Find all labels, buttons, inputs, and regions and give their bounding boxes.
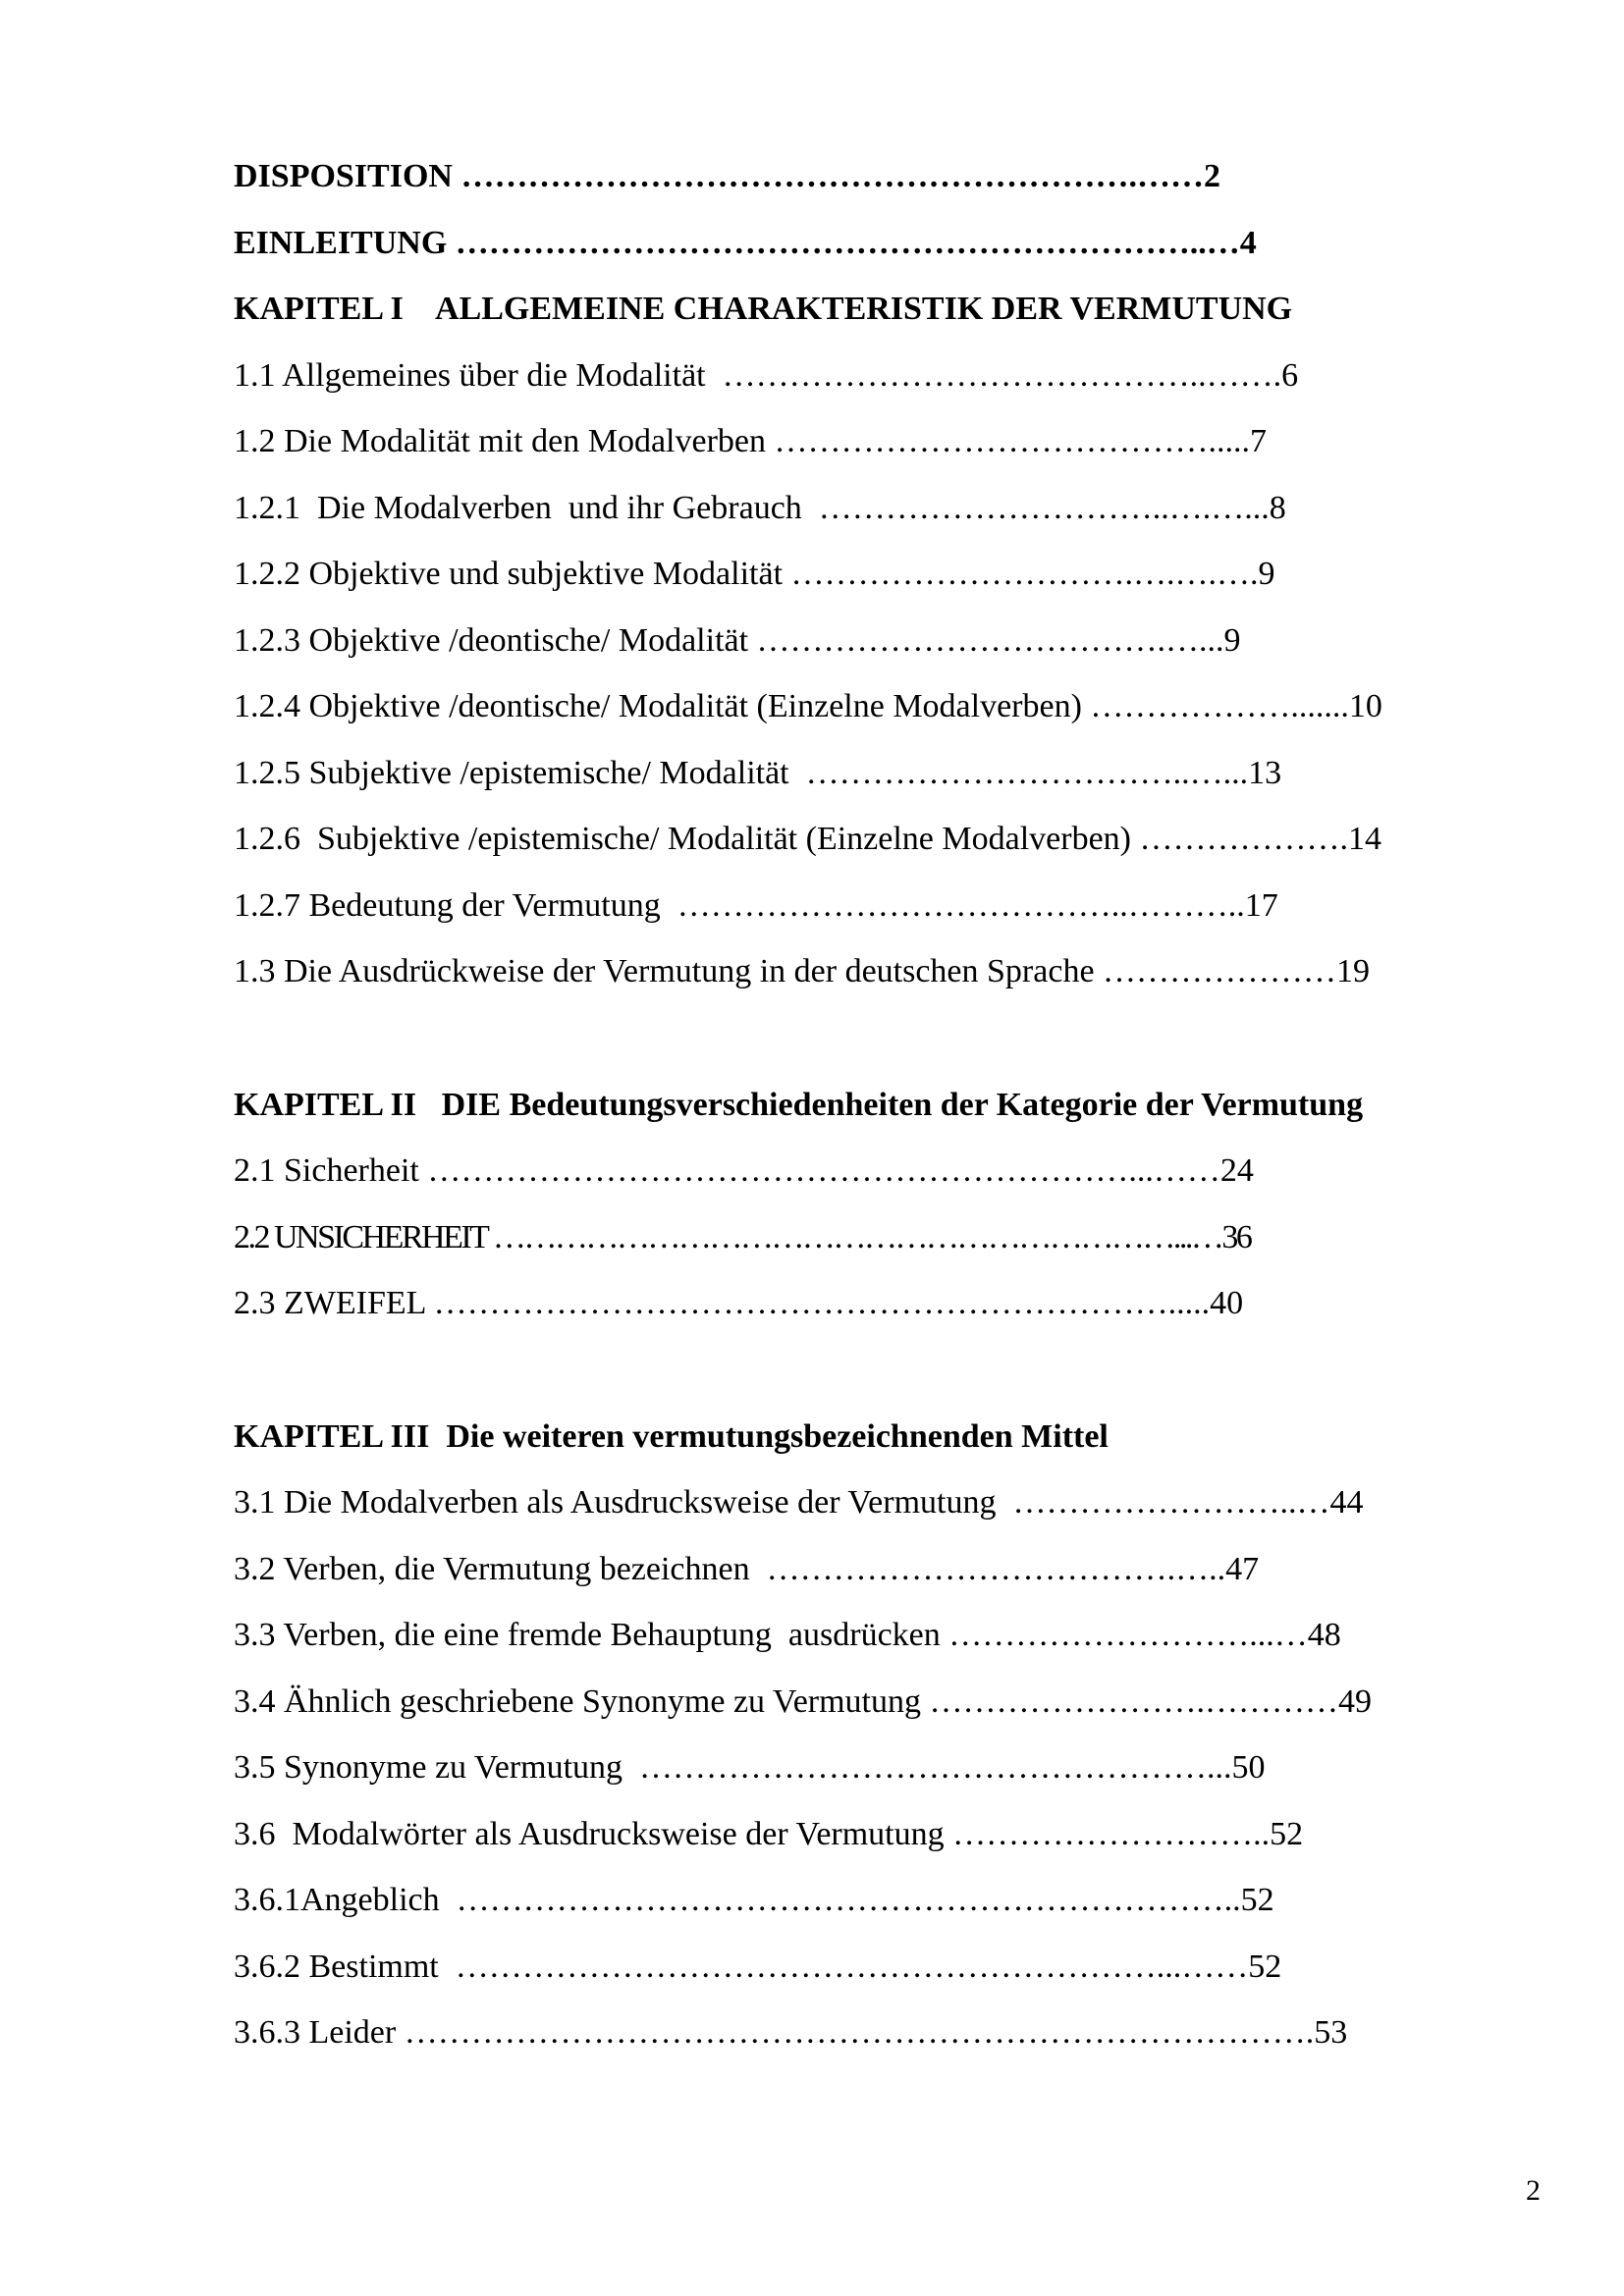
toc-entry-1-2-2: 1.2.2 Objektive und subjektive Modalität ………………………….….….….9 bbox=[234, 556, 1275, 592]
toc-entry-1-2-7: 1.2.7 Bedeutung der Vermutung …………………………………..………..17 bbox=[234, 887, 1278, 924]
toc-entry-3-1: 3.1 Die Modalverben als Ausdrucksweise der Vermutung ……………………..…44 bbox=[234, 1484, 1364, 1521]
toc-entry-1-1: 1.1 Allgemeines über die Modalität ……………………………………..…….6 bbox=[234, 357, 1299, 394]
chapter-2-heading: KAPITEL II DIE Bedeutungsverschiedenheiten der Kategorie der Vermutung bbox=[234, 1087, 1364, 1123]
toc-entry-1-2-4: 1.2.4 Objektive /deontische/ Modalität (Einzelne Modalverben) ……………….......10 bbox=[234, 688, 1382, 724]
toc-entry-3-3: 3.3 Verben, die eine fremde Behauptung ausdrücken ………………………...…48 bbox=[234, 1617, 1341, 1653]
toc-entry-3-5: 3.5 Synonyme zu Vermutung ……………………………………………...50 bbox=[234, 1749, 1266, 1786]
table-of-contents bbox=[234, 0, 1559, 2296]
page-number: 2 bbox=[1526, 2174, 1541, 2207]
chapter-1-heading: KAPITEL I ALLGEMEINE CHARAKTERISTIK DER VERMUTUNG bbox=[234, 291, 1293, 327]
toc-entry-1-2-6: 1.2.6 Subjektive /epistemische/ Modalität (Einzelne Modalverben) ……………….14 bbox=[234, 821, 1381, 857]
toc-entry-1-3: 1.3 Die Ausdrückweise der Vermutung in der deutschen Sprache …………………19 bbox=[234, 953, 1371, 989]
toc-entry-3-2: 3.2 Verben, die Vermutung bezeichnen ……………………………….…..47 bbox=[234, 1551, 1260, 1587]
toc-entry-2-1: 2.1 Sicherheit ………………………………………………………...……24 bbox=[234, 1152, 1254, 1189]
toc-entry-einleitung: EINLEITUNG …………………………………………………………..…4 bbox=[234, 225, 1257, 261]
toc-entry-1-2: 1.2 Die Modalität mit den Modalverben ………………………………….....7 bbox=[234, 423, 1267, 459]
toc-entry-1-2-5: 1.2.5 Subjektive /epistemische/ Modalität ……………………………..…...13 bbox=[234, 755, 1282, 791]
toc-entry-3-6: 3.6 Modalwörter als Ausdrucksweise der Vermutung ………………………..52 bbox=[234, 1816, 1304, 1852]
toc-entry-disposition: DISPOSITION …………………………………………………….……2 bbox=[234, 158, 1220, 194]
toc-entry-3-6-2: 3.6.2 Bestimmt ………………………………………………………...……52 bbox=[234, 1949, 1282, 1985]
toc-entry-3-6-1: 3.6.1Angeblich ……………………………………………………………..52 bbox=[234, 1882, 1274, 1918]
toc-entry-3-6-3: 3.6.3 Leider ……………………………………………………………………….53 bbox=[234, 2014, 1348, 2051]
toc-entry-3-4: 3.4 Ähnlich geschriebene Synonyme zu Vermutung …………………….…………49 bbox=[234, 1683, 1373, 1720]
toc-entry-1-2-3: 1.2.3 Objektive /deontische/ Modalität ……………………………….…...9 bbox=[234, 622, 1241, 659]
toc-entry-1-2-1: 1.2.1 Die Modalverben und ihr Gebrauch …………………………..….…...8 bbox=[234, 490, 1286, 526]
toc-entry-2-2: 2.2 UNSICHERHEIT …………………………………………………………...…36 bbox=[234, 1219, 1251, 1255]
toc-entry-2-3: 2.3 ZWEIFEL ………………………………………………………….....40 bbox=[234, 1285, 1244, 1321]
chapter-3-heading: KAPITEL III Die weiteren vermutungsbezeichnenden Mittel bbox=[234, 1418, 1109, 1455]
